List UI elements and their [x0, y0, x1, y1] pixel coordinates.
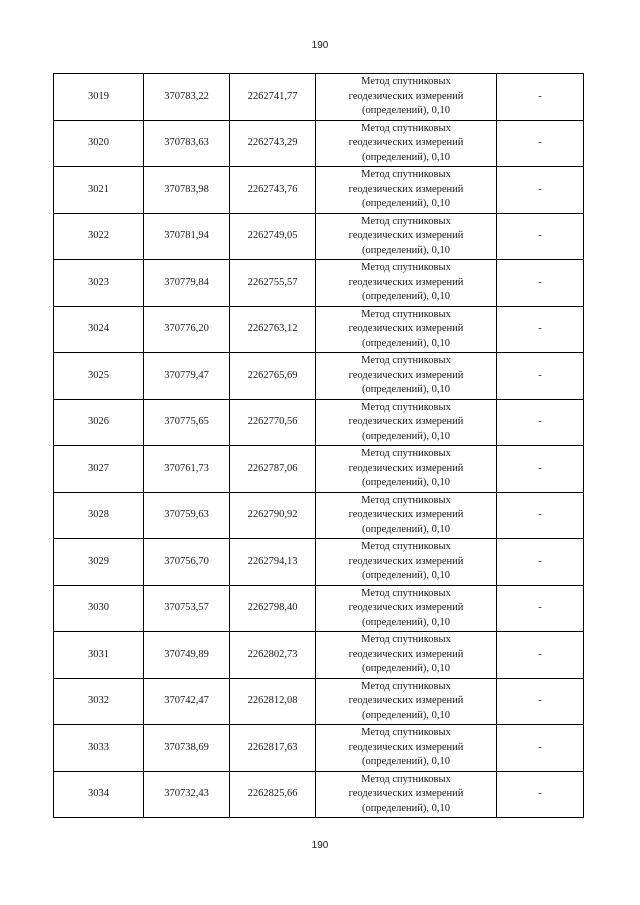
- point-number-cell: 3034: [54, 771, 144, 818]
- method-line: геодезических измерений: [348, 555, 464, 567]
- method-line: геодезических измерений: [348, 183, 464, 195]
- method-line: Метод спутниковых: [361, 355, 451, 366]
- method-line: геодезических измерений: [348, 788, 464, 799]
- table-row: [54, 446, 584, 493]
- x-coordinate-cell: 370749,89: [144, 632, 230, 679]
- method-line: геодезических измерений: [348, 462, 464, 474]
- table-row: [54, 539, 584, 586]
- method-cell: [316, 446, 497, 493]
- y-coordinate-cell: 2262798,40: [230, 585, 316, 632]
- method-line: (определений), 0,10: [361, 663, 451, 674]
- point-number-cell: 3031: [54, 632, 144, 679]
- method-line: (определений), 0,10: [361, 616, 451, 628]
- point-number-cell: 3026: [54, 399, 144, 446]
- method-line: (определений), 0,10: [361, 802, 451, 814]
- dash-cell: -: [497, 632, 584, 679]
- y-coordinate-cell: 2262787,06: [230, 446, 316, 493]
- method-cell: [316, 260, 497, 307]
- coordinates-table: [53, 73, 584, 818]
- method-line: Метод спутниковых: [361, 680, 451, 692]
- point-number-cell: 3024: [54, 306, 144, 353]
- method-line: Метод спутниковых: [361, 587, 451, 599]
- y-coordinate-cell: 2262825,66: [230, 771, 316, 818]
- table-row: [54, 725, 584, 772]
- method-line: (определений), 0,10: [361, 477, 451, 488]
- method-cell: [316, 306, 497, 353]
- page-number-top: 190: [311, 40, 329, 51]
- method-line: Метод спутниковых: [361, 727, 451, 738]
- table-row: [54, 213, 584, 260]
- point-number-cell: 3027: [54, 446, 144, 493]
- dash-cell: -: [497, 213, 584, 260]
- dash-cell: -: [497, 725, 584, 772]
- method-line: Метод спутниковых: [361, 773, 451, 785]
- coordinates-table-body: [54, 74, 584, 818]
- method-line: Метод спутниковых: [361, 169, 451, 180]
- x-coordinate-cell: 370776,20: [144, 306, 230, 353]
- method-line: геодезических измерений: [348, 509, 464, 520]
- method-line: (определений), 0,10: [361, 709, 451, 721]
- method-line: (определений), 0,10: [361, 105, 451, 116]
- dash-cell: -: [497, 353, 584, 400]
- point-number-cell: 3029: [54, 539, 144, 586]
- method-line: (определений), 0,10: [361, 756, 451, 767]
- y-coordinate-cell: 2262794,13: [230, 539, 316, 586]
- method-line: геодезических измерений: [348, 416, 464, 427]
- y-coordinate-cell: 2262743,76: [230, 167, 316, 214]
- method-line: (определений), 0,10: [361, 244, 451, 256]
- x-coordinate-cell: 370742,47: [144, 678, 230, 725]
- table-row: [54, 632, 584, 679]
- y-coordinate-cell: 2262749,05: [230, 213, 316, 260]
- method-cell: [316, 725, 497, 772]
- method-line: Метод спутниковых: [361, 401, 451, 413]
- x-coordinate-cell: 370753,57: [144, 585, 230, 632]
- method-line: (определений), 0,10: [361, 570, 451, 581]
- x-coordinate-cell: 370783,63: [144, 120, 230, 167]
- method-line: Метод спутниковых: [361, 448, 451, 459]
- x-coordinate-cell: 370759,63: [144, 492, 230, 539]
- method-line: (определений), 0,10: [361, 198, 451, 209]
- y-coordinate-cell: 2262812,08: [230, 678, 316, 725]
- method-line: Метод спутниковых: [361, 76, 451, 87]
- method-cell: [316, 632, 497, 679]
- y-coordinate-cell: 2262765,69: [230, 353, 316, 400]
- x-coordinate-cell: 370775,65: [144, 399, 230, 446]
- x-coordinate-cell: 370756,70: [144, 539, 230, 586]
- dash-cell: -: [497, 492, 584, 539]
- method-line: геодезических измерений: [348, 276, 464, 288]
- method-line: (определений), 0,10: [361, 523, 451, 535]
- method-line: геодезических измерений: [348, 695, 464, 706]
- method-line: геодезических измерений: [348, 137, 464, 148]
- dash-cell: -: [497, 260, 584, 307]
- x-coordinate-cell: 370783,22: [144, 74, 230, 121]
- point-number-cell: 3025: [54, 353, 144, 400]
- y-coordinate-cell: 2262763,12: [230, 306, 316, 353]
- method-cell: [316, 120, 497, 167]
- method-line: Метод спутниковых: [361, 308, 451, 320]
- dash-cell: -: [497, 167, 584, 214]
- method-line: (определений), 0,10: [361, 151, 451, 163]
- method-line: (определений), 0,10: [361, 384, 451, 395]
- dash-cell: -: [497, 771, 584, 818]
- x-coordinate-cell: 370738,69: [144, 725, 230, 772]
- method-cell: [316, 74, 497, 121]
- table-row: [54, 399, 584, 446]
- method-line: (определений), 0,10: [361, 430, 451, 442]
- x-coordinate-cell: 370761,73: [144, 446, 230, 493]
- y-coordinate-cell: 2262743,29: [230, 120, 316, 167]
- dash-cell: -: [497, 446, 584, 493]
- method-line: Метод спутниковых: [361, 122, 451, 134]
- x-coordinate-cell: 370779,84: [144, 260, 230, 307]
- dash-cell: -: [497, 539, 584, 586]
- method-cell: [316, 585, 497, 632]
- y-coordinate-cell: 2262817,63: [230, 725, 316, 772]
- point-number-cell: 3028: [54, 492, 144, 539]
- y-coordinate-cell: 2262741,77: [230, 74, 316, 121]
- method-cell: [316, 678, 497, 725]
- table-row: [54, 74, 584, 121]
- method-line: Метод спутниковых: [361, 494, 451, 506]
- method-cell: [316, 539, 497, 586]
- x-coordinate-cell: 370783,98: [144, 167, 230, 214]
- method-line: Метод спутниковых: [361, 262, 451, 273]
- table-row: [54, 585, 584, 632]
- x-coordinate-cell: 370732,43: [144, 771, 230, 818]
- method-line: геодезических измерений: [348, 741, 464, 753]
- method-cell: [316, 213, 497, 260]
- method-line: геодезических измерений: [348, 648, 464, 660]
- point-number-cell: 3032: [54, 678, 144, 725]
- method-line: геодезических измерений: [348, 230, 464, 241]
- method-cell: [316, 353, 497, 400]
- x-coordinate-cell: 370781,94: [144, 213, 230, 260]
- method-line: геодезических измерений: [348, 369, 464, 381]
- x-coordinate-cell: 370779,47: [144, 353, 230, 400]
- table-row: [54, 492, 584, 539]
- table-row: [54, 260, 584, 307]
- point-number-cell: 3020: [54, 120, 144, 167]
- method-line: геодезических измерений: [348, 90, 464, 102]
- point-number-cell: 3022: [54, 213, 144, 260]
- table-row: [54, 306, 584, 353]
- point-number-cell: 3033: [54, 725, 144, 772]
- point-number-cell: 3023: [54, 260, 144, 307]
- table-row: [54, 167, 584, 214]
- dash-cell: -: [497, 74, 584, 121]
- method-cell: [316, 492, 497, 539]
- table-row: [54, 678, 584, 725]
- table-row: [54, 120, 584, 167]
- table-row: [54, 353, 584, 400]
- method-line: (определений), 0,10: [361, 337, 451, 349]
- dash-cell: -: [497, 678, 584, 725]
- point-number-cell: 3030: [54, 585, 144, 632]
- y-coordinate-cell: 2262770,56: [230, 399, 316, 446]
- method-cell: [316, 167, 497, 214]
- method-line: геодезических измерений: [348, 323, 464, 334]
- method-cell: [316, 399, 497, 446]
- method-line: Метод спутниковых: [361, 215, 451, 227]
- point-number-cell: 3019: [54, 74, 144, 121]
- method-line: геодезических измерений: [348, 602, 464, 613]
- dash-cell: -: [497, 399, 584, 446]
- method-line: Метод спутниковых: [361, 634, 451, 645]
- dash-cell: -: [497, 306, 584, 353]
- y-coordinate-cell: 2262802,73: [230, 632, 316, 679]
- method-line: (определений), 0,10: [361, 291, 451, 302]
- y-coordinate-cell: 2262790,92: [230, 492, 316, 539]
- table-row: [54, 771, 584, 818]
- dash-cell: -: [497, 120, 584, 167]
- y-coordinate-cell: 2262755,57: [230, 260, 316, 307]
- page-number-bottom: 190: [311, 840, 329, 851]
- dash-cell: -: [497, 585, 584, 632]
- method-line: Метод спутниковых: [361, 541, 451, 552]
- method-cell: [316, 771, 497, 818]
- point-number-cell: 3021: [54, 167, 144, 214]
